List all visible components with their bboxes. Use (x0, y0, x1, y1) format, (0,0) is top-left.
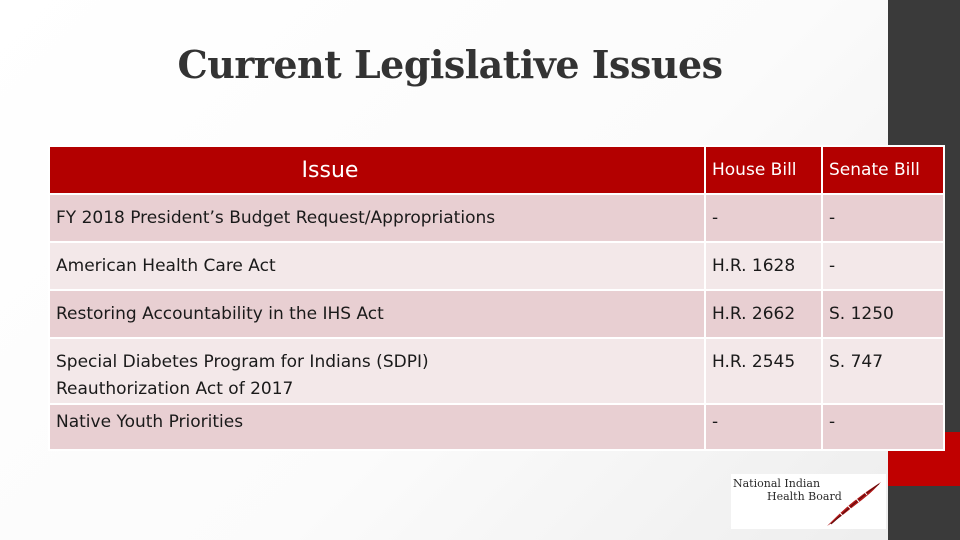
table-row (49, 194, 944, 242)
senate-bill-cell: - (822, 404, 944, 450)
issue-cell: Restoring Accountability in the IHS Act (49, 290, 705, 338)
legislative-issues-table (48, 145, 945, 451)
issue-cell: FY 2018 President’s Budget Request/Appropriations (49, 194, 705, 242)
logo-line-1: National Indian (733, 477, 821, 490)
issue-cell (49, 338, 705, 404)
header-issue: Issue (49, 146, 705, 194)
house-bill-cell: H.R. 2662 (705, 290, 822, 338)
house-bill-cell: H.R. 2545 (705, 338, 822, 404)
issue-line: Reauthorization Act of 2017 (56, 379, 294, 399)
house-bill-cell: - (705, 194, 822, 242)
organization-logo (731, 474, 886, 529)
issue-cell: Native Youth Priorities (49, 404, 705, 450)
header-senate-bill: Senate Bill (822, 146, 944, 194)
issue-cell: American Health Care Act (49, 242, 705, 290)
table-row (49, 338, 944, 404)
house-bill-cell: - (705, 404, 822, 450)
senate-bill-cell: S. 747 (822, 338, 944, 404)
table-header-row (49, 146, 944, 194)
senate-bill-cell: - (822, 194, 944, 242)
senate-bill-cell: S. 1250 (822, 290, 944, 338)
house-bill-cell: H.R. 1628 (705, 242, 822, 290)
logo-line-2: Health Board (767, 490, 842, 503)
header-house-bill: House Bill (705, 146, 822, 194)
table-row (49, 404, 944, 450)
issue-line: Special Diabetes Program for Indians (SDPI) (56, 352, 429, 372)
table-row (49, 242, 944, 290)
slide-title: Current Legislative Issues (177, 42, 723, 87)
senate-bill-cell: - (822, 242, 944, 290)
feather-icon (823, 476, 885, 528)
table-row (49, 290, 944, 338)
